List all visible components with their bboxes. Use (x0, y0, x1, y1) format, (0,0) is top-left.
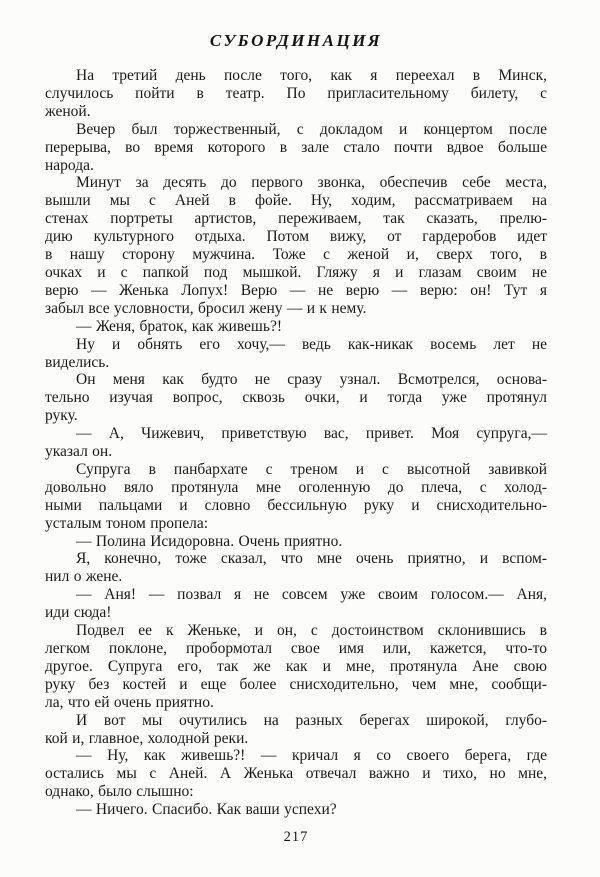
text-line: указал он. (45, 443, 113, 461)
paragraph (45, 586, 547, 622)
paragraph (45, 622, 547, 712)
text-line: перерыва, во время которого в зале стало почти вдвое больше (45, 138, 547, 156)
paragraph (45, 533, 547, 551)
text-line: Вечер был торжественный, с докладом и концертом после (76, 120, 547, 138)
paragraph (45, 801, 547, 819)
text-line: Подвел ее к Женьке, и он, с достоинством склонившись в (76, 622, 547, 640)
text-line: кой и, главное, холодной реки. (45, 729, 249, 747)
text-line: женой. (45, 102, 91, 120)
text-line: стенах портреты артистов, переживаем, так сказать, прелю- (45, 210, 547, 228)
text-line: Супруга в панбархате с треном и с высотной завивкой (76, 460, 547, 478)
text-line: — Ну, как живешь?! — кричал я со своего берега, где (76, 747, 547, 765)
text-line: — Полина Исидоровна. Очень приятно. (76, 532, 343, 550)
paragraph (45, 550, 547, 586)
text-line: в нашу сторону мужчина. Тоже с женой и, сверх того, в (45, 246, 547, 264)
text-line: забыл все условности, бросил жену — и к нему. (45, 299, 367, 317)
text-line: руку без костей и еще более снисходительно, чем мне, сообщи- (45, 675, 547, 693)
text-line: виделись. (45, 353, 110, 371)
paragraph (45, 336, 547, 372)
text-line: — Аня! — позвал я не совсем уже своим голосом.— Аня, (76, 586, 547, 604)
text-line: однако, было слышно: (45, 783, 194, 801)
paragraph (45, 712, 547, 748)
text-line: И вот мы очутились на разных берегах широкой, глубо- (76, 711, 547, 729)
text-line: ными пальцами и словно бессильную руку и снисходительно- (45, 496, 547, 514)
text-line: очках и с папкой под мышкой. Гляжу я и глазам своим не (45, 263, 547, 281)
text-line: народа. (45, 156, 94, 174)
text-line: другое. Супруга его, так же как и мне, протянула Ане свою (45, 657, 547, 675)
text-line: Ну и обнять его хочу,— ведь как-никак восемь лет не (76, 335, 547, 353)
text-line: верю — Женька Лопух! Верю — не верю — верю: он! Тут я (45, 281, 547, 299)
text-line: тельно изучая вопрос, сквозь очки, и тогда уже протянул (45, 389, 547, 407)
paragraph (45, 371, 547, 425)
text-line: остались мы с Аней. А Женька отвечал важно и тихо, но мне, (45, 765, 547, 783)
text-line: довольно вяло протянула мне оголенную до плеча, с холод- (45, 478, 547, 496)
text-line: вышли мы с Аней в фойе. Ну, ходим, рассматриваем на (45, 192, 547, 210)
text-line: — Ничего. Спасибо. Как ваши успехи? (76, 801, 337, 819)
text-body (45, 67, 547, 819)
page-number: 217 (283, 829, 309, 845)
text-line: На третий день после того, как я переехал в Минск, (76, 67, 547, 84)
text-line: легком поклоне, пробормотал свое имя или, кажется, что-то (45, 640, 547, 657)
paragraph (45, 67, 547, 121)
text-line: руку. (45, 407, 78, 425)
page-title: СУБОРДИНАЦИЯ (209, 31, 383, 50)
text-line: ла, что ей очень приятно. (45, 693, 214, 711)
paragraph (45, 121, 547, 175)
text-line: дию культурного отдыха. Потом вижу, от гардеробов идет (45, 228, 547, 246)
text-line: иди сюда! (45, 604, 112, 622)
text-line: Я, конечно, тоже сказал, что мне очень приятно, и вспом- (76, 550, 547, 568)
text-line: Минут за десять до первого звонка, обеспечив себе места, (76, 174, 547, 192)
text-line: нил о жене. (45, 568, 123, 586)
paragraph (45, 318, 547, 336)
text-line: — А, Чижевич, приветствую вас, привет. Моя супруга,— (76, 425, 547, 443)
text-line: Он меня как будто не сразу узнал. Всмотрелся, основа- (76, 371, 547, 389)
text-line: усталым тоном пропела: (45, 514, 209, 532)
text-line: — Женя, браток, как живешь?! (76, 317, 282, 335)
paragraph (45, 425, 547, 461)
paragraph (45, 174, 547, 317)
paragraph (45, 747, 547, 801)
paragraph (45, 461, 547, 533)
text-line: случилось пойти в театр. По пригласительному билету, с (45, 84, 547, 102)
